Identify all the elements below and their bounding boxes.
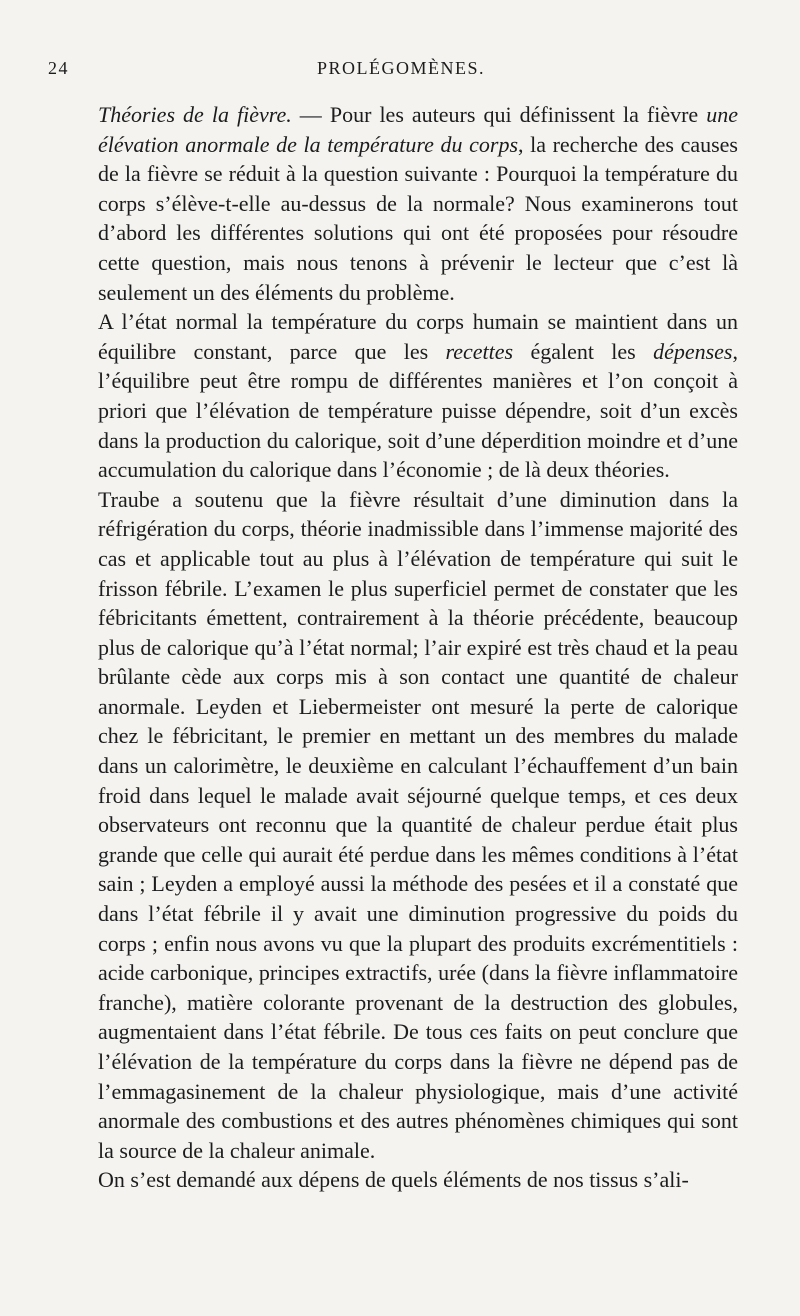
heading-dash: — [291, 102, 330, 127]
page-number: 24 [48, 58, 69, 78]
section-heading: Théories de la fièvre. [98, 102, 292, 127]
italic-segment: dépenses [653, 338, 733, 364]
text-segment: Pour les auteurs qui définissent la fièvre [329, 102, 707, 127]
text-segment: A l’état normal la température du corps humain se maintient dans un équilibre constant, parce que les [98, 309, 738, 364]
running-head [48, 58, 754, 84]
paragraph-traube [98, 485, 738, 1166]
italic-segment: une élévation anormale de la température du corps [98, 102, 739, 157]
text-segment: , la recherche des causes de la fièvre se réduit à la question suivante : Pourquoi la température du corps s’élève-t-elle au-dessus de la normale? Nous examinerons tout d’abord les différentes solutions qui ont été proposées pour résoudre cette question, mais nous tenons à prévenir le lecteur que c’est là seulement un des éléments du problème. [98, 131, 738, 305]
paragraph-closing [98, 1165, 738, 1195]
text-segment: , l’équilibre peut être rompu de différentes manières et l’on conçoit à priori que l’élévation de température puisse dépendre, soit d’un excès dans la production du calorique, soit d’une déperdition moindre et d’une accumulation du calorique dans l’économie ; de là deux théories. [98, 338, 738, 483]
text-segment: égalent les [513, 338, 654, 364]
running-title: PROLÉGOMÈNES. [316, 58, 485, 78]
text-segment: On s’est demandé aux dépens de quels éléments de nos tissus s’ali- [98, 1167, 689, 1193]
italic-segment: recettes [445, 338, 514, 364]
text-segment: Traube a soutenu que la fièvre résultait d’une diminution dans la réfrigération du corps, théorie inadmissible dans l’immense majorité des cas et applicable tout au plus à l’élévation de température qui suit le frisson fébrile. L’examen le plus superficiel permet de constater que les fébricitants émettent, contrairement à la théorie précédente, beaucoup plus de calorique qu’à l’état normal; l’air expiré est très chaud et la peau brûlante cède aux corps mis à son contact une quantité de chaleur anormale. Leyden et Liebermeister ont mesuré la perte de calorique chez le fébricitant, le premier en mettant un des membres du malade dans un calorimètre, le deuxième en calculant l’échauffement d’un bain froid dans lequel le malade avait séjourné quelque temps, et ces deux observateurs ont reconnu que la quantité de chaleur perdue était plus grande que celle qui aurait été perdue dans les mêmes conditions à l’état sain ; Leyden a employé aussi la méthode des pesées et il a constaté que dans l’état fébrile il y avait une diminution progressive du poids du corps ; enfin nous avons vu que la plupart des produits excrémentitiels : acide carbonique, principes extractifs, urée (dans la fièvre inflammatoire franche), matière colorante provenant de la destruction des globules, augmentaient dans l’état fébrile. De tous ces faits on peut conclure que l’élévation de la température du corps dans la fièvre ne dépend pas de l’emmagasinement de la chaleur physiologique, mais d’une activité anormale des combustions et des autres phénomènes chimiques qui sont la source de la chaleur animale. [98, 486, 738, 1163]
paragraph-equilibrium [98, 307, 738, 485]
body-text [98, 100, 738, 1195]
paragraph-fever-theories [98, 100, 738, 307]
